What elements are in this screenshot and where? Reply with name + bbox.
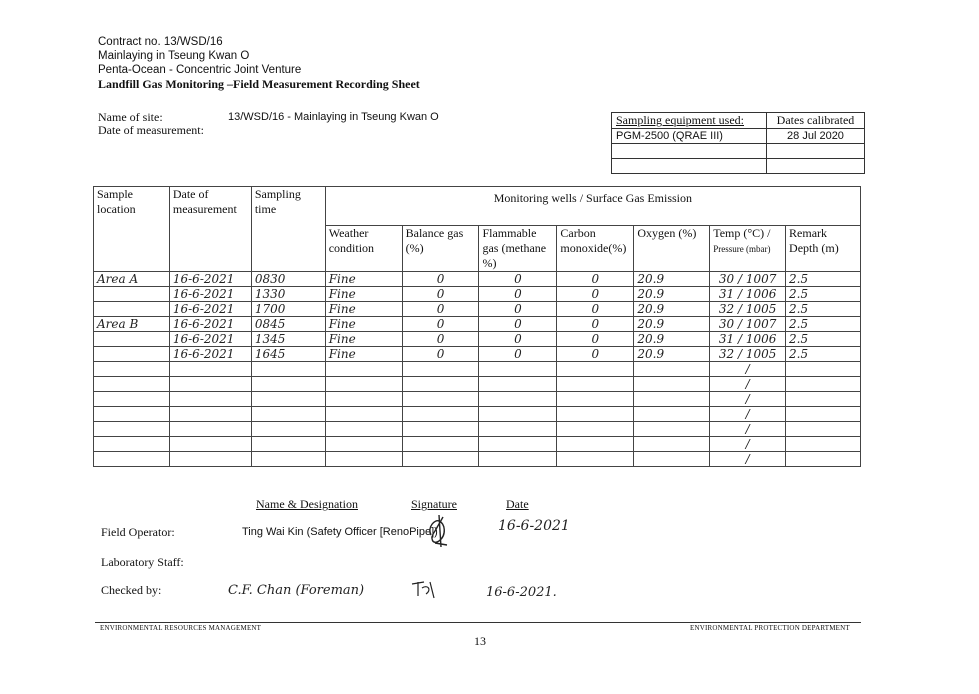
cell-flammable: 0 <box>479 332 557 347</box>
equipment-empty-cell <box>612 144 767 159</box>
header-sampling-time: Sampling time <box>251 187 325 272</box>
cell-co <box>557 377 634 392</box>
cell-location: Area A <box>94 272 170 287</box>
cell-weather: Fine <box>325 347 402 362</box>
table-row <box>94 362 861 377</box>
calibrated-header: Dates calibrated <box>766 113 864 129</box>
cell-remark: 2.5 <box>786 272 861 287</box>
signoff-signature-header: Signature <box>411 497 457 511</box>
contract-number: Contract no. 13/WSD/16 <box>98 36 223 48</box>
header-remark: Remark Depth (m) <box>786 226 861 272</box>
cell-location <box>94 287 170 302</box>
cell-remark <box>786 422 861 437</box>
field-operator-date: 16-6-2021 <box>498 518 570 534</box>
cell-balance <box>402 377 479 392</box>
cell-co: 0 <box>557 287 634 302</box>
cell-balance: 0 <box>402 272 479 287</box>
cell-oxygen <box>634 437 710 452</box>
cell-date <box>169 362 251 377</box>
cell-flammable <box>479 362 557 377</box>
header-flammable-gas: Flammable gas (methane %) <box>479 226 557 272</box>
table-row <box>94 437 861 452</box>
cell-remark <box>786 437 861 452</box>
cell-time <box>251 362 325 377</box>
cell-remark: 2.5 <box>786 287 861 302</box>
header-monitoring-group: Monitoring wells / Surface Gas Emission <box>325 187 860 226</box>
cell-oxygen: 20.9 <box>634 317 710 332</box>
cell-time: 1330 <box>251 287 325 302</box>
table-row <box>94 287 861 302</box>
cell-weather: Fine <box>325 317 402 332</box>
cell-location: Area B <box>94 317 170 332</box>
cell-date <box>169 422 251 437</box>
cell-time <box>251 392 325 407</box>
cell-flammable <box>479 422 557 437</box>
cell-temp-pressure: 30 / 1007 <box>710 317 786 332</box>
header-oxygen: Oxygen (%) <box>634 226 710 272</box>
cell-time <box>251 422 325 437</box>
header-balance-gas: Balance gas (%) <box>402 226 479 272</box>
cell-oxygen <box>634 377 710 392</box>
page-number: 13 <box>474 634 486 648</box>
table-row <box>94 302 861 317</box>
cell-co <box>557 392 634 407</box>
cell-balance <box>402 362 479 377</box>
project-name: Mainlaying in Tseung Kwan O <box>98 50 250 62</box>
table-row <box>94 377 861 392</box>
cell-temp-pressure: 32 / 1005 <box>710 302 786 317</box>
cell-oxygen <box>634 422 710 437</box>
equipment-empty-cell <box>766 159 864 174</box>
footer-left: ENVIRONMENTAL RESOURCES MANAGEMENT <box>100 624 262 632</box>
cell-remark: 2.5 <box>786 302 861 317</box>
cell-co: 0 <box>557 302 634 317</box>
cell-oxygen <box>634 407 710 422</box>
cell-temp-pressure: 30 / 1007 <box>710 272 786 287</box>
cell-weather <box>325 437 402 452</box>
cell-flammable <box>479 392 557 407</box>
cell-location <box>94 407 170 422</box>
cell-location <box>94 452 170 467</box>
cell-location <box>94 437 170 452</box>
cell-time: 0830 <box>251 272 325 287</box>
checked-by-name: C.F. Chan (Foreman) <box>228 583 365 598</box>
cell-weather <box>325 452 402 467</box>
cell-flammable <box>479 377 557 392</box>
contractor-name: Penta-Ocean - Concentric Joint Venture <box>98 64 302 76</box>
cell-temp-pressure: / <box>710 362 786 377</box>
equipment-empty-cell <box>612 159 767 174</box>
cell-co <box>557 437 634 452</box>
cell-oxygen: 20.9 <box>634 272 710 287</box>
cell-temp-pressure: / <box>710 452 786 467</box>
cell-date: 16-6-2021 <box>169 302 251 317</box>
cell-flammable <box>479 407 557 422</box>
site-name-value: 13/WSD/16 - Mainlaying in Tseung Kwan O <box>228 111 439 123</box>
field-operator-name: Ting Wai Kin (Safety Officer [RenoPipe]) <box>242 526 438 538</box>
cell-remark: 2.5 <box>786 347 861 362</box>
cell-co: 0 <box>557 272 634 287</box>
cell-oxygen <box>634 392 710 407</box>
cell-location <box>94 302 170 317</box>
cell-co: 0 <box>557 317 634 332</box>
cell-flammable <box>479 452 557 467</box>
cell-oxygen <box>634 452 710 467</box>
cell-weather <box>325 407 402 422</box>
cell-date <box>169 392 251 407</box>
cell-temp-pressure: / <box>710 392 786 407</box>
cell-temp-pressure: / <box>710 377 786 392</box>
cell-date: 16-6-2021 <box>169 287 251 302</box>
cell-oxygen: 20.9 <box>634 347 710 362</box>
site-name-label: Name of site: <box>98 110 163 124</box>
cell-co: 0 <box>557 332 634 347</box>
cell-flammable: 0 <box>479 287 557 302</box>
cell-date: 16-6-2021 <box>169 332 251 347</box>
cell-balance <box>402 437 479 452</box>
cell-weather <box>325 392 402 407</box>
checked-by-signature <box>410 578 438 602</box>
table-row <box>94 347 861 362</box>
header-date-of-measurement: Date of measurement <box>169 187 251 272</box>
equipment-empty-cell <box>766 144 864 159</box>
cell-temp-pressure: / <box>710 437 786 452</box>
table-row <box>94 407 861 422</box>
table-row <box>94 317 861 332</box>
checked-by-date: 16-6-2021. <box>486 585 557 600</box>
cell-remark: 2.5 <box>786 317 861 332</box>
cell-flammable: 0 <box>479 302 557 317</box>
cell-remark: 2.5 <box>786 332 861 347</box>
cell-oxygen <box>634 362 710 377</box>
calibrated-value: 28 Jul 2020 <box>766 129 864 144</box>
equipment-table <box>611 112 865 174</box>
cell-weather: Fine <box>325 332 402 347</box>
site-info <box>98 111 204 137</box>
cell-weather: Fine <box>325 287 402 302</box>
cell-remark <box>786 407 861 422</box>
cell-temp-pressure: 31 / 1006 <box>710 332 786 347</box>
footer-right: ENVIRONMENTAL PROTECTION DEPARTMENT <box>690 624 850 632</box>
cell-time <box>251 377 325 392</box>
cell-date: 16-6-2021 <box>169 272 251 287</box>
cell-date <box>169 377 251 392</box>
laboratory-staff-label: Laboratory Staff: <box>101 555 184 569</box>
cell-balance: 0 <box>402 332 479 347</box>
cell-temp-pressure: / <box>710 422 786 437</box>
cell-time: 1700 <box>251 302 325 317</box>
cell-flammable <box>479 437 557 452</box>
cell-time <box>251 452 325 467</box>
cell-balance <box>402 392 479 407</box>
table-row <box>94 392 861 407</box>
cell-date: 16-6-2021 <box>169 347 251 362</box>
field-operator-label: Field Operator: <box>101 525 175 539</box>
cell-time <box>251 437 325 452</box>
cell-weather <box>325 377 402 392</box>
cell-flammable: 0 <box>479 272 557 287</box>
cell-flammable: 0 <box>479 347 557 362</box>
cell-location <box>94 362 170 377</box>
equipment-header: Sampling equipment used: <box>612 113 767 129</box>
cell-time: 1645 <box>251 347 325 362</box>
cell-temp-pressure: 32 / 1005 <box>710 347 786 362</box>
equipment-value: PGM-2500 (QRAE III) <box>612 129 767 144</box>
cell-remark <box>786 452 861 467</box>
cell-time: 1345 <box>251 332 325 347</box>
cell-time <box>251 407 325 422</box>
signoff-date-header: Date <box>506 497 529 511</box>
cell-date: 16-6-2021 <box>169 317 251 332</box>
cell-balance <box>402 407 479 422</box>
cell-remark <box>786 377 861 392</box>
header-sample-location: Sample location <box>94 187 170 272</box>
cell-co <box>557 362 634 377</box>
cell-co <box>557 422 634 437</box>
measurement-table <box>93 186 861 467</box>
cell-remark <box>786 392 861 407</box>
cell-oxygen: 20.9 <box>634 302 710 317</box>
signoff-name-header: Name & Designation <box>256 497 358 511</box>
cell-date <box>169 407 251 422</box>
cell-balance: 0 <box>402 302 479 317</box>
cell-temp-pressure: 31 / 1006 <box>710 287 786 302</box>
cell-location <box>94 422 170 437</box>
header-temp-pressure <box>710 226 786 272</box>
cell-balance <box>402 422 479 437</box>
cell-balance: 0 <box>402 347 479 362</box>
cell-date <box>169 437 251 452</box>
measurement-date-label: Date of measurement: <box>98 123 204 137</box>
table-row <box>94 452 861 467</box>
table-row <box>94 422 861 437</box>
cell-date <box>169 452 251 467</box>
cell-co <box>557 452 634 467</box>
cell-balance: 0 <box>402 287 479 302</box>
cell-oxygen: 20.9 <box>634 287 710 302</box>
cell-location <box>94 332 170 347</box>
header-weather: Weather condition <box>325 226 402 272</box>
cell-location <box>94 347 170 362</box>
cell-location <box>94 392 170 407</box>
document-header <box>98 35 420 91</box>
header-carbon-monoxide: Carbon monoxide(%) <box>557 226 634 272</box>
cell-balance <box>402 452 479 467</box>
cell-weather <box>325 422 402 437</box>
sheet-title: Landfill Gas Monitoring –Field Measurement Recording Sheet <box>98 77 420 91</box>
cell-remark <box>786 362 861 377</box>
cell-co: 0 <box>557 347 634 362</box>
cell-weather: Fine <box>325 272 402 287</box>
table-row <box>94 332 861 347</box>
header-pressure: Pressure (mbar) <box>713 244 771 254</box>
table-row <box>94 272 861 287</box>
cell-co <box>557 407 634 422</box>
cell-location <box>94 377 170 392</box>
footer-divider <box>95 622 861 623</box>
cell-temp-pressure: / <box>710 407 786 422</box>
field-operator-signature <box>425 513 453 549</box>
cell-weather: Fine <box>325 302 402 317</box>
cell-flammable: 0 <box>479 317 557 332</box>
cell-time: 0845 <box>251 317 325 332</box>
cell-balance: 0 <box>402 317 479 332</box>
checked-by-label: Checked by: <box>101 583 162 597</box>
cell-weather <box>325 362 402 377</box>
header-temp: Temp (°C) / <box>713 226 771 240</box>
cell-oxygen: 20.9 <box>634 332 710 347</box>
